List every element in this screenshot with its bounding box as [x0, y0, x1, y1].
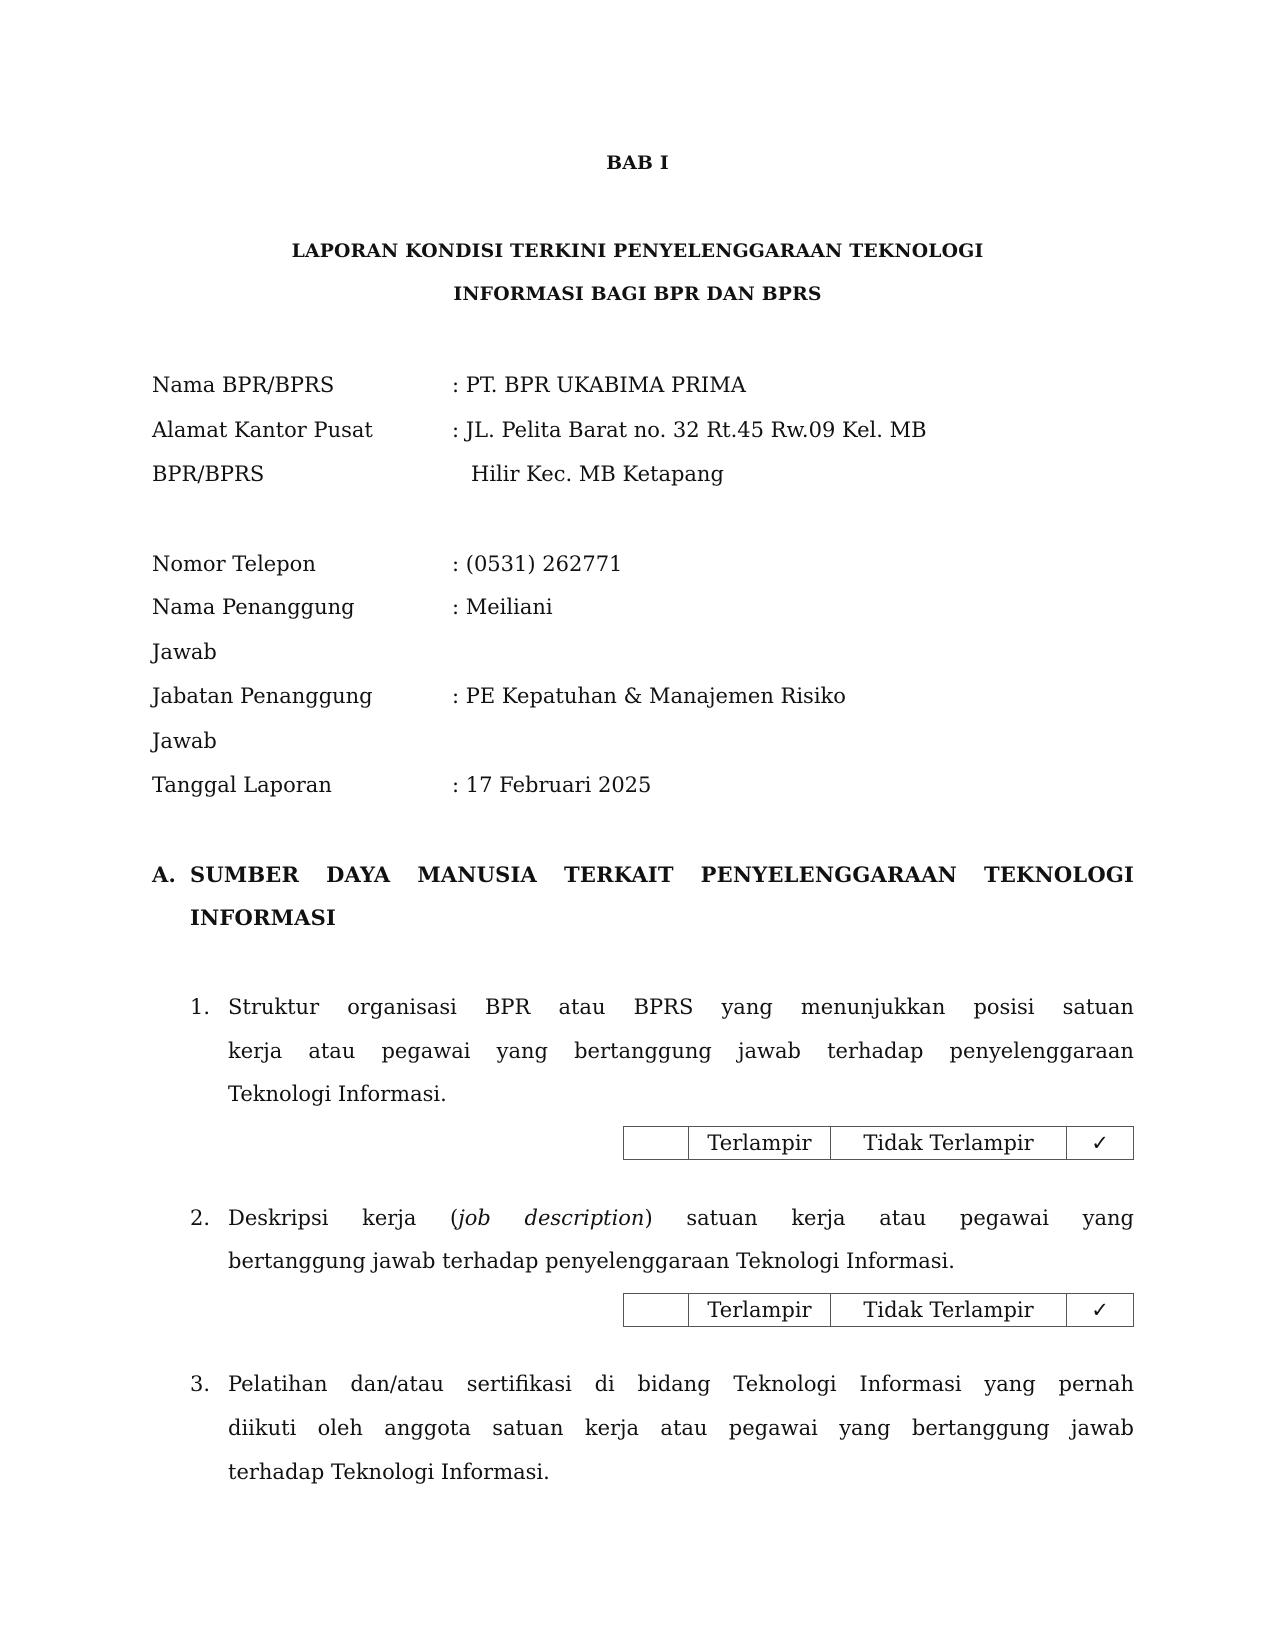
attachment-status-table-1 — [623, 1126, 1134, 1160]
item-1-line-2 — [228, 1039, 1134, 1063]
value-telepon: : (0531) 262771 — [452, 552, 623, 576]
heading-word: TEKNOLOGI — [984, 862, 1134, 887]
italic-term-open — [450, 1206, 491, 1230]
label-tanggal: Tanggal Laporan — [152, 773, 332, 797]
word: penyelenggaraan — [949, 1039, 1134, 1063]
word: terhadap — [827, 1039, 924, 1063]
empty-checkbox-cell[interactable] — [624, 1127, 689, 1159]
value-nama-bpr: : PT. BPR UKABIMA PRIMA — [452, 373, 746, 397]
item-3-line-3: terhadap Teknologi Informasi. — [228, 1460, 550, 1484]
title-line-2: INFORMASI BAGI BPR DAN BPRS — [453, 283, 822, 305]
italic-word: job — [458, 1206, 491, 1230]
item-2-line-2: bertanggung jawab terhadap penyelenggaraan Teknologi Informasi. — [228, 1249, 955, 1273]
label-telepon: Nomor Telepon — [152, 552, 316, 576]
section-a-letter: A. — [152, 862, 177, 887]
word: bertanggung — [574, 1039, 712, 1063]
word: yang — [721, 995, 773, 1019]
word: atau — [879, 1206, 927, 1230]
item-2-line-1 — [228, 1206, 1134, 1230]
item-3-line-1: Pelatihan dan/atau sertifikasi di bidang Teknologi Informasi yang pernah — [228, 1372, 1134, 1396]
section-a-heading-line-1 — [190, 862, 1134, 887]
label-jabatan-2: Jawab — [152, 729, 217, 753]
word: organisasi — [347, 995, 457, 1019]
value-jabatan: : PE Kepatuhan & Manajemen Risiko — [452, 684, 846, 708]
tidak-terlampir-label: Tidak Terlampir — [831, 1127, 1067, 1159]
item-number: 3. — [190, 1372, 211, 1396]
heading-word: SUMBER — [190, 862, 300, 887]
attachment-status-table-2 — [623, 1293, 1134, 1327]
terlampir-label: Terlampir — [689, 1127, 831, 1159]
word: yang — [1082, 1206, 1134, 1230]
value-tanggal: : 17 Februari 2025 — [452, 773, 652, 797]
word: Deskripsi — [228, 1206, 329, 1230]
word: pegawai — [959, 1206, 1049, 1230]
italic-word: description — [524, 1206, 645, 1230]
checkmark-icon[interactable]: ✓ — [1091, 1131, 1109, 1155]
label-nama-bpr: Nama BPR/BPRS — [152, 373, 335, 397]
word: pegawai — [381, 1039, 471, 1063]
value-alamat-1: : JL. Pelita Barat no. 32 Rt.45 Rw.09 Kel. MB — [452, 418, 927, 442]
value-penanggung: : Meiliani — [452, 595, 553, 619]
item-1-line-3: Teknologi Informasi. — [228, 1082, 447, 1106]
value-alamat-2: Hilir Kec. MB Ketapang — [471, 462, 724, 486]
word: satuan — [1062, 995, 1134, 1019]
paren-open: ( — [450, 1206, 459, 1230]
word: Struktur — [228, 995, 320, 1019]
tidak-terlampir-label: Tidak Terlampir — [831, 1294, 1067, 1326]
word: BPR — [485, 995, 531, 1019]
label-penanggung-2: Jawab — [152, 640, 217, 664]
word: atau — [308, 1039, 356, 1063]
label-penanggung-1: Nama Penanggung — [152, 595, 355, 619]
word: satuan — [686, 1206, 758, 1230]
item-number: 1. — [190, 995, 211, 1019]
checkmark-icon[interactable]: ✓ — [1091, 1298, 1109, 1322]
heading-word: TERKAIT — [564, 862, 674, 887]
word: menunjukkan — [800, 995, 946, 1019]
word: kerja — [362, 1206, 417, 1230]
label-jabatan-1: Jabatan Penanggung — [152, 684, 373, 708]
italic-term-close — [525, 1206, 653, 1230]
chapter-heading: BAB I — [606, 152, 669, 174]
word: atau — [558, 995, 606, 1019]
heading-word: PENYELENGGARAAN — [700, 862, 958, 887]
item-1-line-1 — [228, 995, 1134, 1019]
word: BPRS — [633, 995, 694, 1019]
heading-word: DAYA — [326, 862, 391, 887]
word: kerja — [228, 1039, 283, 1063]
title-line-1: LAPORAN KONDISI TERKINI PENYELENGGARAAN TEKNOLOGI — [291, 240, 984, 262]
word: yang — [496, 1039, 548, 1063]
heading-word: MANUSIA — [417, 862, 538, 887]
label-alamat-2: BPR/BPRS — [152, 462, 265, 486]
section-a-heading-line-2: INFORMASI — [190, 905, 337, 930]
word: jawab — [737, 1039, 801, 1063]
terlampir-label: Terlampir — [689, 1294, 831, 1326]
item-number: 2. — [190, 1206, 211, 1230]
word: posisi — [973, 995, 1035, 1019]
item-3-line-2: diikuti oleh anggota satuan kerja atau pegawai yang bertanggung jawab — [228, 1416, 1134, 1440]
word: kerja — [791, 1206, 846, 1230]
label-alamat-1: Alamat Kantor Pusat — [152, 418, 373, 442]
empty-checkbox-cell[interactable] — [624, 1294, 689, 1326]
paren-close: ) — [644, 1206, 653, 1230]
